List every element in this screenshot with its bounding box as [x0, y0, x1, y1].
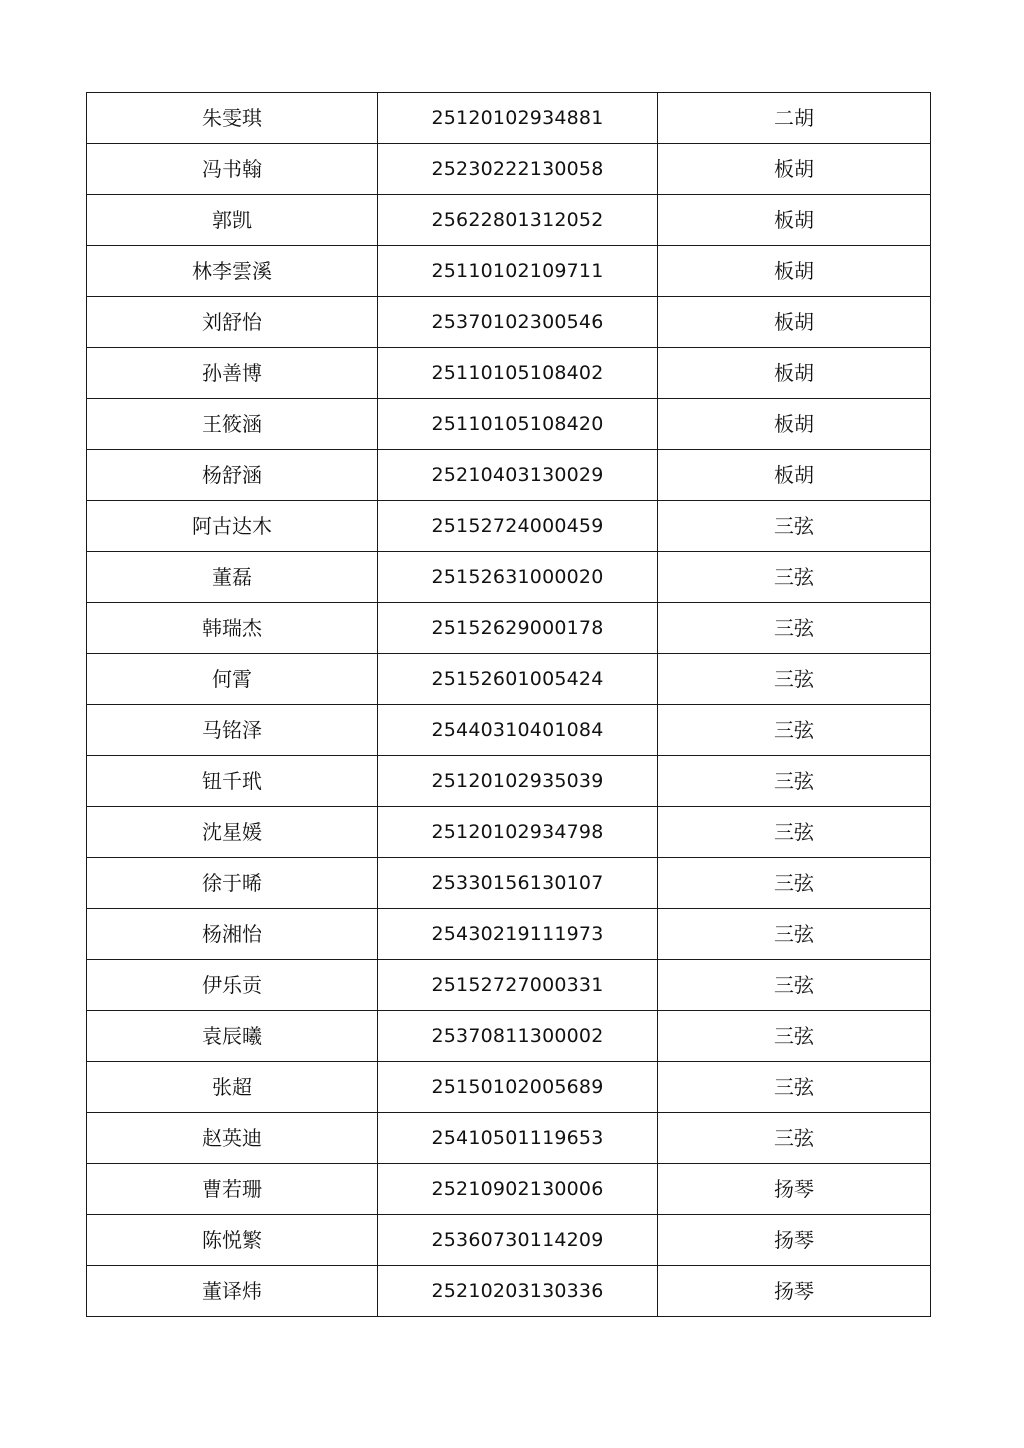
- instrument-cell: 三弦: [658, 756, 931, 807]
- instrument-cell: 板胡: [658, 297, 931, 348]
- student-name-cell: 何霄: [87, 654, 378, 705]
- table-row: [87, 93, 931, 144]
- table-row: [87, 399, 931, 450]
- instrument-cell: 板胡: [658, 246, 931, 297]
- table-row: [87, 1164, 931, 1215]
- exam-id-cell: 25370102300546: [378, 297, 658, 348]
- instrument-cell: 板胡: [658, 399, 931, 450]
- instrument-cell: 板胡: [658, 144, 931, 195]
- exam-id-cell: 25440310401084: [378, 705, 658, 756]
- exam-id-cell: 25360730114209: [378, 1215, 658, 1266]
- table-row: [87, 909, 931, 960]
- table-row: [87, 195, 931, 246]
- table-row: [87, 1113, 931, 1164]
- student-name-cell: 袁辰曦: [87, 1011, 378, 1062]
- student-name-cell: 沈星媛: [87, 807, 378, 858]
- instrument-cell: 二胡: [658, 93, 931, 144]
- table-row: [87, 654, 931, 705]
- instrument-cell: 三弦: [658, 1113, 931, 1164]
- table-row: [87, 807, 931, 858]
- student-name-cell: 董磊: [87, 552, 378, 603]
- exam-id-cell: 25152724000459: [378, 501, 658, 552]
- student-name-cell: 董译炜: [87, 1266, 378, 1317]
- table-row: [87, 144, 931, 195]
- instrument-cell: 板胡: [658, 195, 931, 246]
- instrument-cell: 扬琴: [658, 1266, 931, 1317]
- student-name-cell: 王筱涵: [87, 399, 378, 450]
- table-row: [87, 960, 931, 1011]
- exam-id-cell: 25230222130058: [378, 144, 658, 195]
- instrument-cell: 三弦: [658, 1062, 931, 1113]
- exam-id-cell: 25120102934798: [378, 807, 658, 858]
- exam-id-cell: 25410501119653: [378, 1113, 658, 1164]
- student-name-cell: 孙善博: [87, 348, 378, 399]
- exam-id-cell: 25110105108402: [378, 348, 658, 399]
- student-name-cell: 徐于晞: [87, 858, 378, 909]
- table-row: [87, 603, 931, 654]
- exam-id-cell: 25150102005689: [378, 1062, 658, 1113]
- table-row: [87, 246, 931, 297]
- exam-id-cell: 25152601005424: [378, 654, 658, 705]
- table-row: [87, 705, 931, 756]
- roster-table-body: [87, 93, 931, 1317]
- student-name-cell: 钮千玳: [87, 756, 378, 807]
- student-name-cell: 杨舒涵: [87, 450, 378, 501]
- student-name-cell: 陈悦繁: [87, 1215, 378, 1266]
- exam-id-cell: 25152727000331: [378, 960, 658, 1011]
- table-row: [87, 297, 931, 348]
- instrument-cell: 板胡: [658, 348, 931, 399]
- instrument-cell: 三弦: [658, 501, 931, 552]
- student-name-cell: 马铭泽: [87, 705, 378, 756]
- table-row: [87, 552, 931, 603]
- exam-id-cell: 25210203130336: [378, 1266, 658, 1317]
- student-name-cell: 林李雲溪: [87, 246, 378, 297]
- instrument-cell: 三弦: [658, 603, 931, 654]
- exam-id-cell: 25330156130107: [378, 858, 658, 909]
- student-name-cell: 刘舒怡: [87, 297, 378, 348]
- instrument-cell: 板胡: [658, 450, 931, 501]
- exam-id-cell: 25110105108420: [378, 399, 658, 450]
- student-name-cell: 曹若珊: [87, 1164, 378, 1215]
- exam-id-cell: 25152631000020: [378, 552, 658, 603]
- student-name-cell: 冯书翰: [87, 144, 378, 195]
- student-name-cell: 韩瑞杰: [87, 603, 378, 654]
- student-name-cell: 伊乐贡: [87, 960, 378, 1011]
- table-row: [87, 756, 931, 807]
- instrument-cell: 扬琴: [658, 1164, 931, 1215]
- table-row: [87, 348, 931, 399]
- instrument-cell: 三弦: [658, 552, 931, 603]
- instrument-cell: 三弦: [658, 909, 931, 960]
- instrument-cell: 三弦: [658, 705, 931, 756]
- student-name-cell: 朱雯琪: [87, 93, 378, 144]
- table-row: [87, 1011, 931, 1062]
- exam-id-cell: 25430219111973: [378, 909, 658, 960]
- table-row: [87, 1062, 931, 1113]
- instrument-cell: 扬琴: [658, 1215, 931, 1266]
- student-name-cell: 赵英迪: [87, 1113, 378, 1164]
- instrument-cell: 三弦: [658, 1011, 931, 1062]
- student-name-cell: 杨湘怡: [87, 909, 378, 960]
- exam-id-cell: 25152629000178: [378, 603, 658, 654]
- table-row: [87, 1215, 931, 1266]
- table-row: [87, 450, 931, 501]
- instrument-cell: 三弦: [658, 654, 931, 705]
- exam-id-cell: 25120102934881: [378, 93, 658, 144]
- exam-id-cell: 25622801312052: [378, 195, 658, 246]
- exam-id-cell: 25370811300002: [378, 1011, 658, 1062]
- instrument-cell: 三弦: [658, 807, 931, 858]
- exam-id-cell: 25120102935039: [378, 756, 658, 807]
- table-row: [87, 1266, 931, 1317]
- exam-id-cell: 25210902130006: [378, 1164, 658, 1215]
- instrument-cell: 三弦: [658, 858, 931, 909]
- table-row: [87, 858, 931, 909]
- exam-id-cell: 25110102109711: [378, 246, 658, 297]
- roster-table: [86, 92, 931, 1317]
- instrument-cell: 三弦: [658, 960, 931, 1011]
- table-row: [87, 501, 931, 552]
- exam-id-cell: 25210403130029: [378, 450, 658, 501]
- student-name-cell: 郭凯: [87, 195, 378, 246]
- student-name-cell: 张超: [87, 1062, 378, 1113]
- student-name-cell: 阿古达木: [87, 501, 378, 552]
